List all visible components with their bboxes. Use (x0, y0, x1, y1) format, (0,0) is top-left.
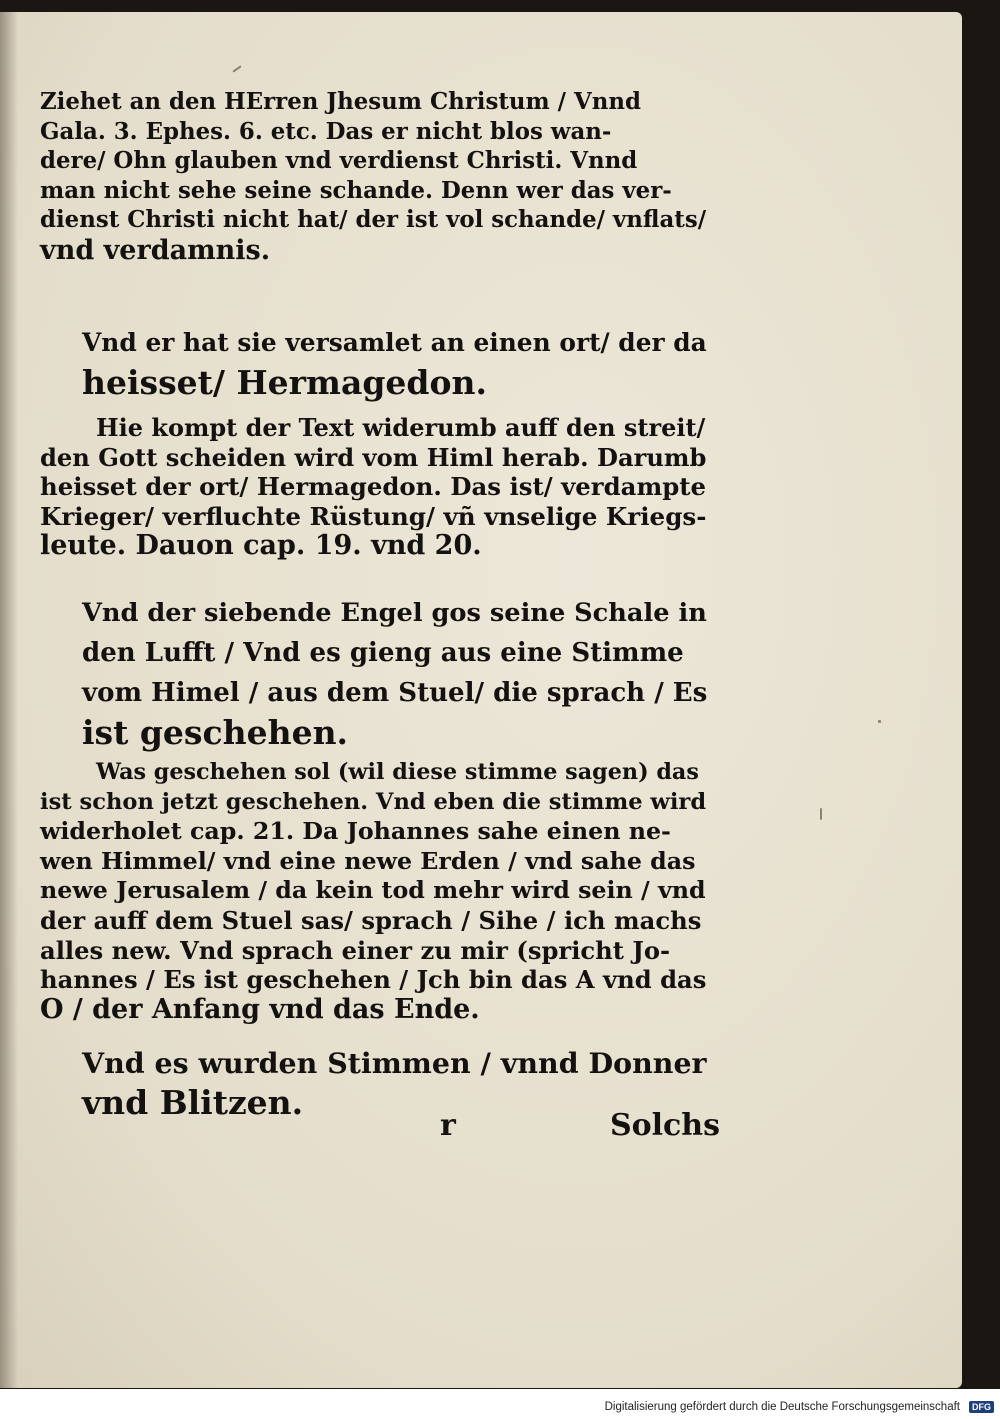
verse-line: Vnd es wurden Stimmen / vnnd Donner (82, 1046, 707, 1080)
text-line: newe Jerusalem / da kein tod mehr wird sein / vnd (40, 876, 706, 905)
paper-speck (878, 720, 881, 723)
text-line: Gala. 3. Ephes. 6. etc. Das er nicht blos wan- (40, 118, 612, 145)
dfg-credit-text: Digitalisierung gefördert durch die Deutsche Forschungsgemeinschaft (604, 1401, 960, 1413)
paper-speck (820, 808, 822, 820)
text-line: vnd verdamnis. (40, 234, 271, 266)
text-line: leute. Dauon cap. 19. vnd 20. (40, 530, 482, 562)
scripture-verse-2 (40, 593, 707, 753)
verse-line: vom Himel / aus dem Stuel/ die sprach / Es (82, 678, 708, 708)
catchword: Solchs (609, 1108, 720, 1143)
text-line: widerholet cap. 21. Da Johannes sahe einen ne- (40, 817, 671, 846)
verse-line: ist geschehen. (82, 713, 349, 752)
dfg-logo-icon: DFG (969, 1401, 994, 1413)
verse-line: vnd Blitzen. (82, 1083, 304, 1122)
signature-mark: r (440, 1108, 456, 1143)
digitization-credit-bar (0, 1389, 1000, 1419)
commentary-paragraph-2 (40, 413, 706, 561)
page-footer-line (40, 1108, 720, 1148)
commentary-paragraph-1 (40, 88, 706, 266)
commentary-paragraph-3 (40, 758, 706, 1024)
verse-line: den Lufft / Vnd es gieng aus eine Stimme (82, 638, 684, 668)
text-line: alles new. Vnd sprach einer zu mir (spricht Jo- (40, 935, 671, 965)
text-line: hannes / Es ist geschehen / Jch bin das A vnd das (40, 965, 707, 995)
text-line: Krieger/ verfluchte Rüstung/ vñ vnselige Kriegs- (40, 501, 707, 531)
text-line: Ziehet an den HErren Jhesum Christum / Vnnd (40, 89, 641, 115)
verse-line: Vnd der siebende Engel gos seine Schale in (82, 598, 707, 628)
text-line: den Gott scheiden wird vom Himl herab. Darumb (40, 442, 707, 472)
text-line: Was geschehen sol (wil diese stimme sagen) das (96, 759, 699, 785)
scripture-verse-1 (40, 323, 707, 403)
text-line: man nicht sehe seine schande. Denn wer das ver- (40, 177, 672, 204)
text-line: Hie kompt der Text widerumb auff den streit/ (96, 413, 706, 442)
text-line: dienst Christi nicht hat/ der ist vol schande/ vnflats/ (40, 207, 707, 234)
verse-line: heisset/ Hermagedon. (82, 363, 487, 402)
text-line: ist schon jetzt geschehen. Vnd eben die stimme wird (40, 788, 707, 815)
text-line: dere/ Ohn glauben vnd verdienst Christi. Vnnd (40, 148, 638, 175)
verse-line: Vnd er hat sie versamlet an einen ort/ der da (82, 328, 707, 357)
text-line: der auff dem Stuel sas/ sprach / Sihe / ich machs (40, 905, 702, 935)
text-line: heisset der ort/ Hermagedon. Das ist/ verdampte (40, 472, 707, 502)
page-gutter-shadow (0, 12, 18, 1388)
text-line: O / der Anfang vnd das Ende. (40, 993, 480, 1025)
text-line: wen Himmel/ vnd eine newe Erden / vnd sahe das (40, 846, 696, 875)
